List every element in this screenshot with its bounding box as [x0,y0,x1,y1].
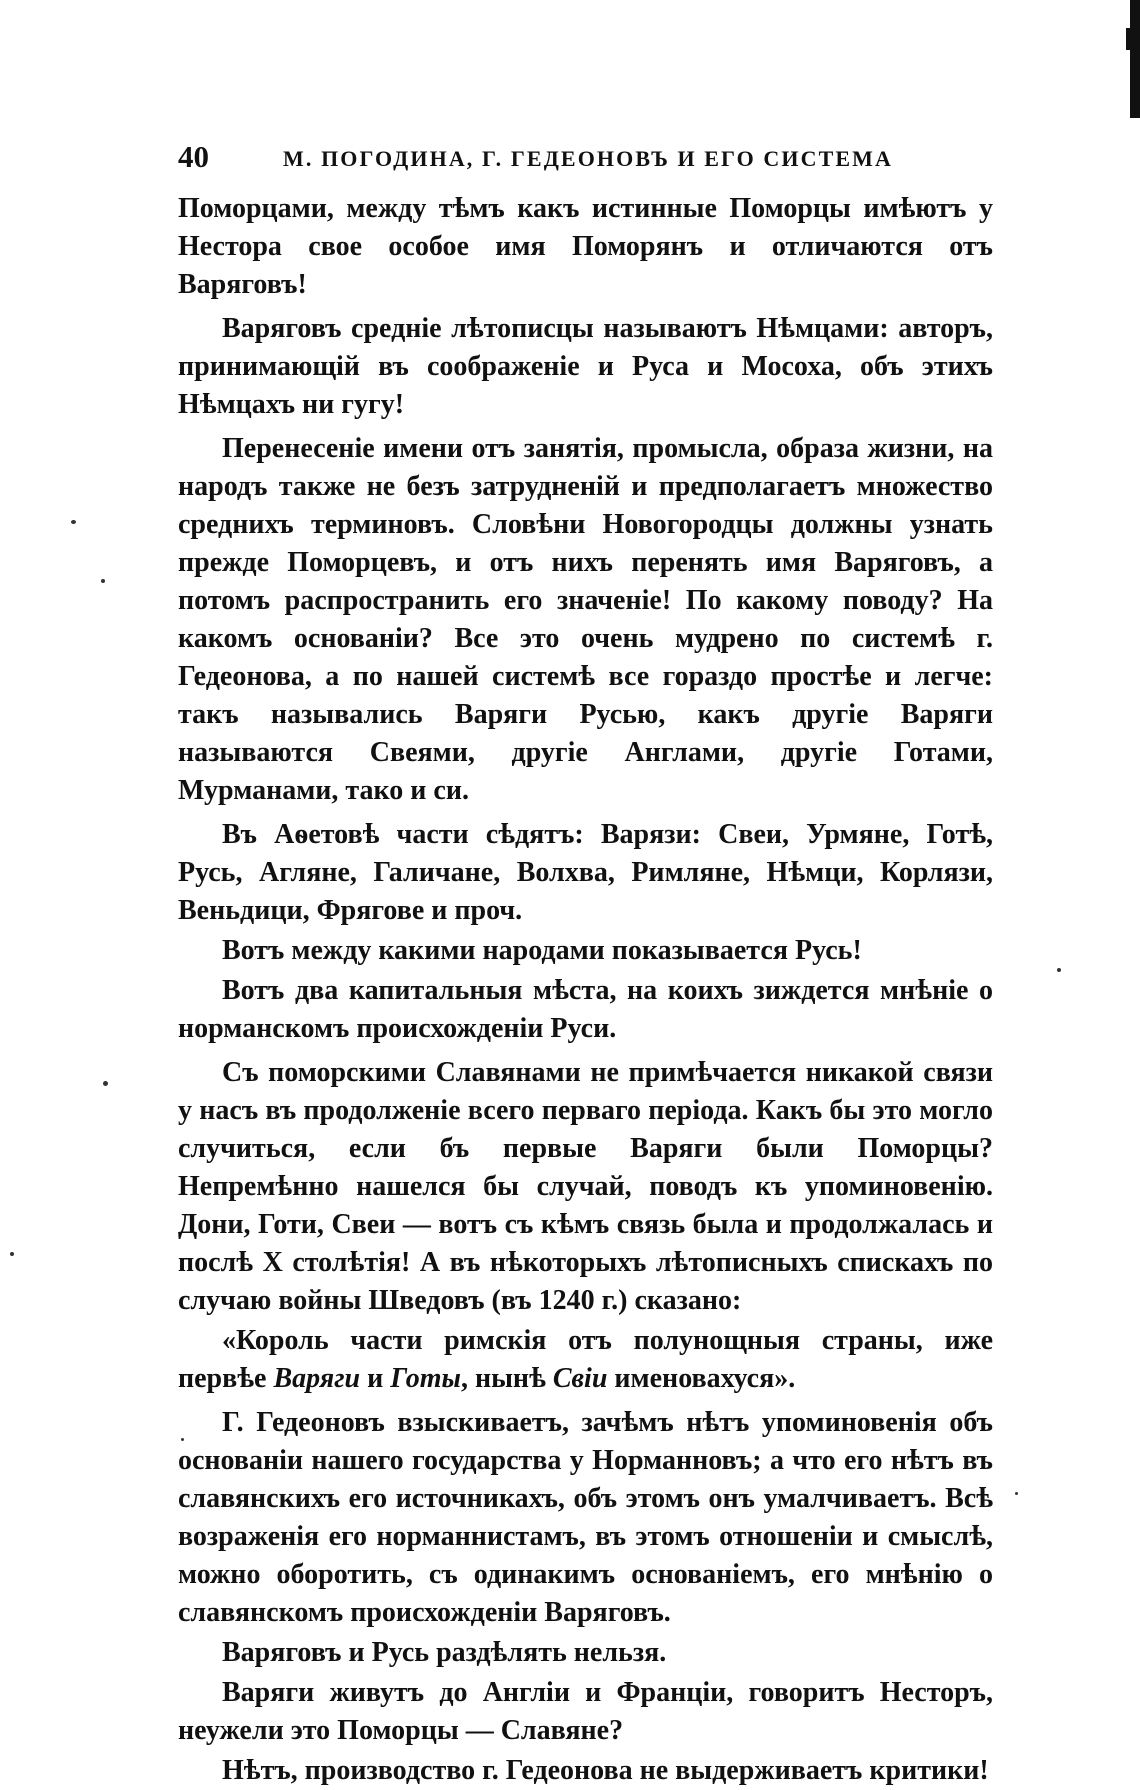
quote-close: именовахуся». [607,1363,796,1394]
paragraph-9: Варяговъ и Русь раздѣлять нельзя. [222,1637,667,1668]
main-text [178,190,993,1790]
page-header [178,140,998,180]
quote-open: «Король части римскія отъ полунощныя страны, иже первѣе [178,1325,993,1394]
paragraph-10: Варяги живутъ до Англіи и Франціи, говоритъ Несторъ, неужели это Поморцы — Славяне? [178,1677,993,1746]
scan-speck [101,579,105,583]
page-number: 40 [178,139,209,174]
scan-speck [1057,968,1061,972]
scan-speck [1015,1492,1018,1495]
paragraph-8: Г. Гедеоновъ взыскиваетъ, зачѣмъ нѣтъ упоминовенія объ основаніи нашего государства у Норманновъ; а что его нѣтъ въ славянскихъ его источникахъ, объ этомъ онъ умалчиваетъ. Всѣ возраженія его норманнистамъ, въ этомъ отношеніи и смыслѣ, можно оборотить, съ одинакимъ основаніемъ, его мнѣнію о славянскомъ происхожденіи Варяговъ. [178,1407,993,1628]
paragraph-11: Нѣтъ, производство г. Гедеонова не выдерживаетъ критики! [222,1755,989,1786]
quote-italic-svii: Свіи [552,1363,608,1394]
scan-speck [181,1438,184,1441]
quote-italic-goty: Готы [390,1363,461,1394]
page-edge-mark [1130,0,1140,118]
chronicle-quote [178,1322,993,1398]
paragraph-1: Поморцами, между тѣмъ какъ истинные Поморцы имѣютъ у Нестора свое особое имя Поморянъ и отличаются отъ Варяговъ! [178,193,993,300]
scan-speck [10,1252,14,1256]
paragraph-4: Въ Аѳетовѣ части сѣдятъ: Варязи: Свеи, Урмяне, Готѣ, Русь, Агляне, Галичане, Волхва, Римляне, Нѣмци, Корлязи, Веньдици, Фрягове и проч. [178,819,993,926]
paragraph-3: Перенесеніе имени отъ занятія, промысла, образа жизни, на народъ также не безъ затрудненій и предполагаетъ множество среднихъ терминовъ. Словѣни Новогородцы должны узнать прежде Поморцевъ, и отъ нихъ перенять имя Варяговъ, а потомъ распространить его значеніе! По какому поводу? На какомъ основаніи? Все это очень мудрено по системѣ г. Гедеонова, а по нашей системѣ все гораздо простѣе и легче: такъ назывались Варяги Русью, какъ другіе Варяги называются Свеями, другіе Англами, другіе Готами, Мурманами, тако и си. [178,433,993,806]
paragraph-2: Варяговъ средніе лѣтописцы называютъ Нѣмцами: авторъ, принимающій въ соображеніе и Руса и Мосоха, объ этихъ Нѣмцахъ ни гугу! [178,313,993,420]
quote-italic-varyagi: Варяги [273,1363,361,1394]
paragraph-7: Съ поморскими Славянами не примѣчается никакой связи у насъ въ продолженіе всего перваго періода. Какъ бы это могло случиться, если бъ первые Варяги были Поморцы? Непремѣнно нашелся бы случай, поводъ къ упоминовенію. Дони, Готи, Свеи — вотъ съ кѣмъ связь была и продолжалась и послѣ X столѣтія! А въ нѣкоторыхъ лѣтописныхъ спискахъ по случаю войны Шведовъ (въ 1240 г.) сказано: [178,1057,993,1316]
scan-speck [71,520,76,524]
quote-and: и [360,1363,391,1394]
paragraph-5: Вотъ между какими народами показывается Русь! [222,935,862,966]
paragraph-6: Вотъ два капитальныя мѣста, на коихъ зиждется мнѣніе о норманскомъ происхожденіи Руси. [178,975,993,1044]
running-title: М. ПОГОДИНА, Г. ГЕДЕОНОВЪ И ЕГО СИСТЕМА [283,146,894,171]
quote-middle: , нынѣ [460,1363,553,1394]
scan-speck [103,1081,108,1086]
